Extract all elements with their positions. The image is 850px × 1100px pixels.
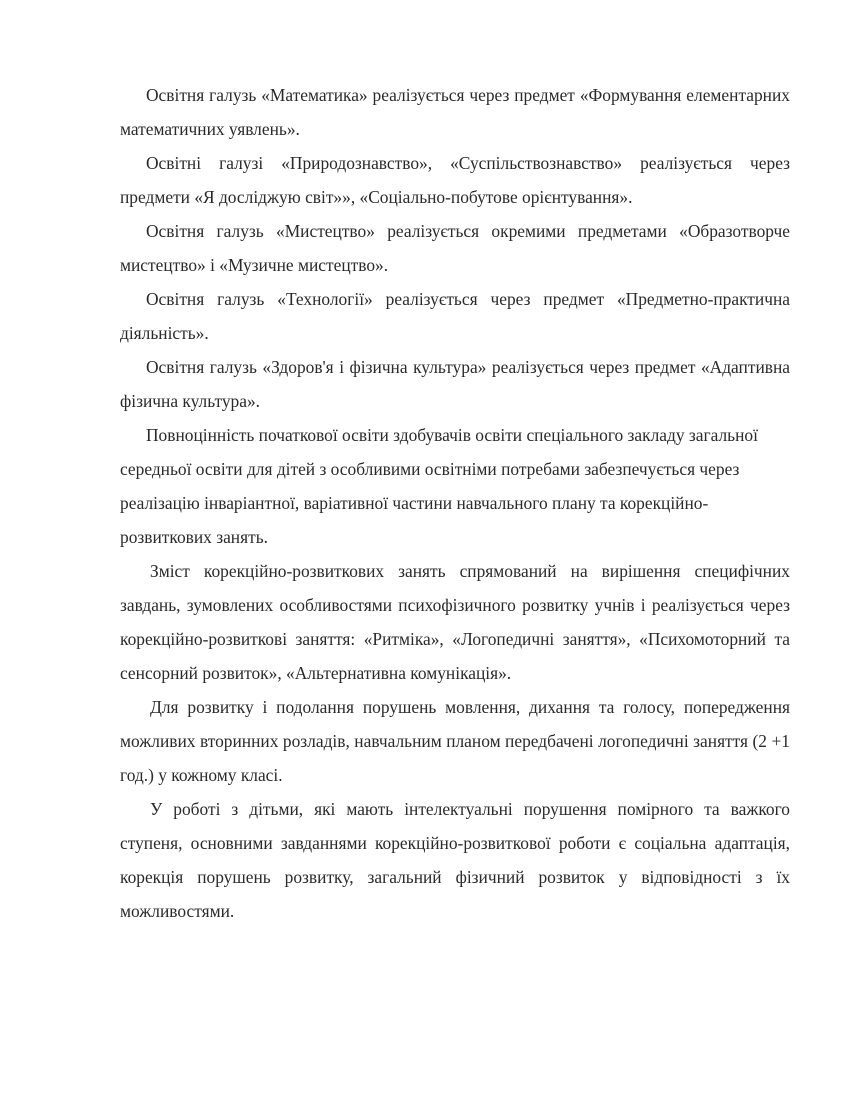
paragraph-health-physical-culture: Освітня галузь «Здоров'я і фізична культура» реалізується через предмет «Адаптивна фізична культура». bbox=[120, 357, 790, 411]
document-body bbox=[120, 78, 790, 928]
paragraph-intellectual-disabilities: У роботі з дітьми, які мають інтелектуальні порушення помірного та важкого ступеня, основними завданнями корекційно-розвиткової роботи є соціальна адаптація, корекція порушень розвитку, загальний фізичний розвиток у відповідності з їх можливостями. bbox=[120, 799, 790, 921]
paragraph-speech-therapy: Для розвитку і подолання порушень мовлення, дихання та голосу, попередження можливих вторинних розладів, навчальним планом передбачені логопедичні заняття (2 +1 год.) у кожному класі. bbox=[120, 697, 790, 785]
paragraph-art: Освітня галузь «Мистецтво» реалізується окремими предметами «Образотворче мистецтво» і «Музичне мистецтво». bbox=[120, 221, 790, 275]
paragraph-technology: Освітня галузь «Технології» реалізується через предмет «Предметно-практична діяльність». bbox=[120, 289, 790, 343]
paragraph-primary-education: Повноцінність початкової освіти здобувачів освіти спеціального закладу загальної середньої освіти для дітей з особливими освітніми потребами забезпечується через реалізацію інваріантної, варіативної частини навчального плану та корекційно-розвиткових занять. bbox=[120, 425, 758, 547]
paragraph-mathematics: Освітня галузь «Математика» реалізується через предмет «Формування елементарних математичних уявлень». bbox=[120, 85, 790, 139]
paragraph-natural-social-science: Освітні галузі «Природознавство», «Суспільствознавство» реалізується через предмети «Я досліджую світ»», «Соціально-побутове орієнтування». bbox=[120, 153, 790, 207]
paragraph-correctional-classes: Зміст корекційно-розвиткових занять спрямований на вирішення специфічних завдань, зумовлених особливостями психофізичного розвитку учнів і реалізується через корекційно-розвиткові заняття: «Ритміка», «Логопедичні заняття», «Психомоторний та сенсорний розвиток», «Альтернативна комунікація». bbox=[120, 561, 790, 683]
